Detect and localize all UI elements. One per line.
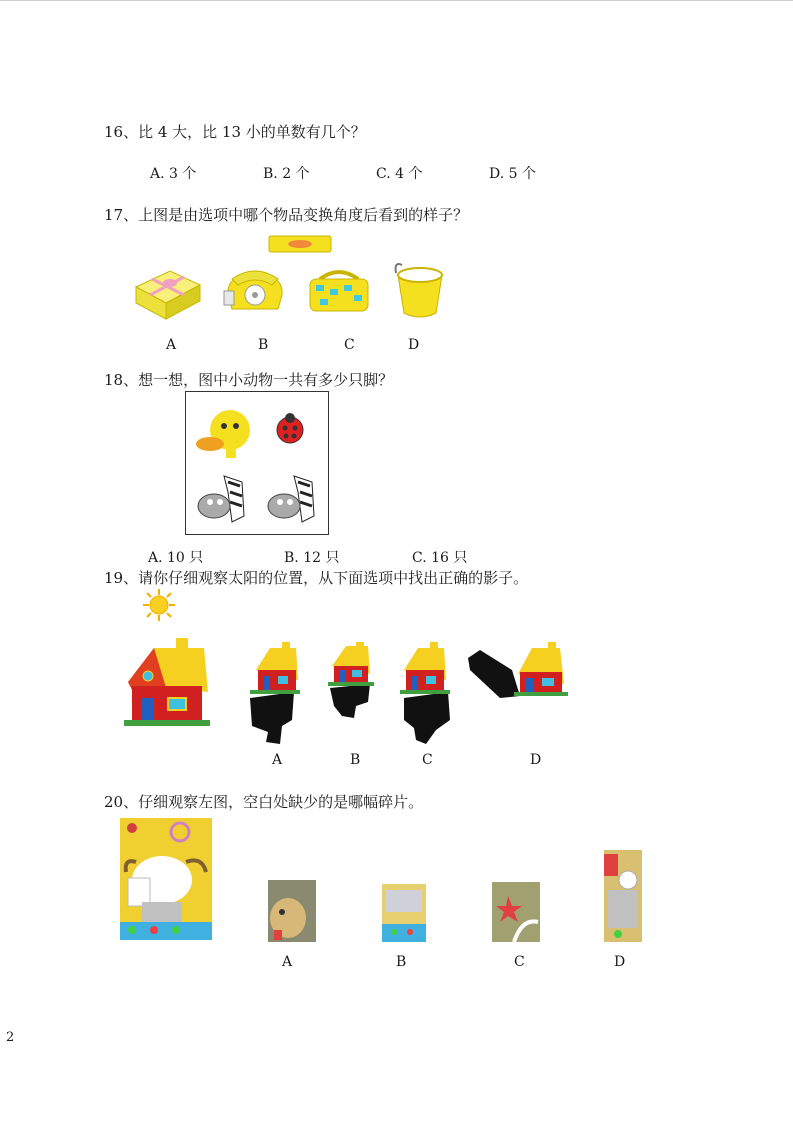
q18-option-b: B. 12 只 (284, 550, 340, 566)
q19-label-d: D (530, 752, 542, 768)
q18-ladybug-image (274, 412, 306, 444)
scan-edge (0, 0, 793, 1)
q19-label-a: A (272, 752, 283, 768)
q20-label-b: B (396, 954, 407, 970)
q20-text: 20、仔细观察左图，空白处缺少的是哪幅碎片。 (104, 793, 424, 811)
q17-option-b-telephone-image (222, 265, 288, 315)
q20-puzzle-picture-image (120, 818, 212, 940)
q19-text: 19、请你仔细观察太阳的位置，从下面选项中找出正确的影子。 (104, 569, 529, 587)
q20-option-d-piece-image (604, 850, 642, 942)
q18-option-a: A. 10 只 (148, 550, 204, 566)
q18-zebra-image-2 (264, 472, 320, 526)
q17-label-b: B (258, 337, 269, 353)
q19-sun-icon (142, 588, 176, 622)
q19-option-b-house-shadow-image (326, 640, 376, 720)
q18-option-c: C. 16 只 (412, 550, 468, 566)
q17-option-d-bucket-image (392, 263, 448, 321)
q20-label-d: D (614, 954, 626, 970)
q16-option-b: B. 2 个 (263, 166, 310, 182)
q17-option-c-radio-box-image (306, 265, 372, 317)
q17-label-c: C (344, 337, 355, 353)
q20-option-b-piece-image (382, 884, 426, 942)
q19-option-c-house-shadow-image (396, 640, 456, 750)
q17-label-a: A (166, 337, 177, 353)
q19-label-c: C (422, 752, 433, 768)
q16-option-a: A. 3 个 (150, 166, 197, 182)
q19-label-b: B (350, 752, 361, 768)
q20-option-a-piece-image (268, 880, 316, 942)
q19-house-image (124, 634, 210, 730)
page-number: 2 (6, 1030, 15, 1045)
q17-top-view-image (268, 234, 332, 254)
q17-option-a-gift-box-image (130, 265, 206, 323)
q18-text: 18、想一想，图中小动物一共有多少只脚？ (104, 371, 394, 389)
q18-duck-image (196, 406, 254, 460)
q20-option-c-piece-image (492, 882, 540, 942)
q20-label-a: A (282, 954, 293, 970)
q17-label-d: D (408, 337, 420, 353)
q16-option-c: C. 4 个 (376, 166, 423, 182)
q18-zebra-image-1 (194, 472, 250, 526)
q18-animal-frame (185, 391, 329, 535)
q19-option-d-house-shadow-image (466, 640, 570, 704)
q16-option-d: D. 5 个 (489, 166, 536, 182)
q17-text: 17、上图是由选项中哪个物品变换角度后看到的样子？ (104, 206, 469, 224)
q16-text: 16、比 4 大，比 13 小的单数有几个？ (104, 123, 366, 141)
q19-option-a-house-shadow-image (246, 640, 306, 750)
q20-label-c: C (514, 954, 525, 970)
